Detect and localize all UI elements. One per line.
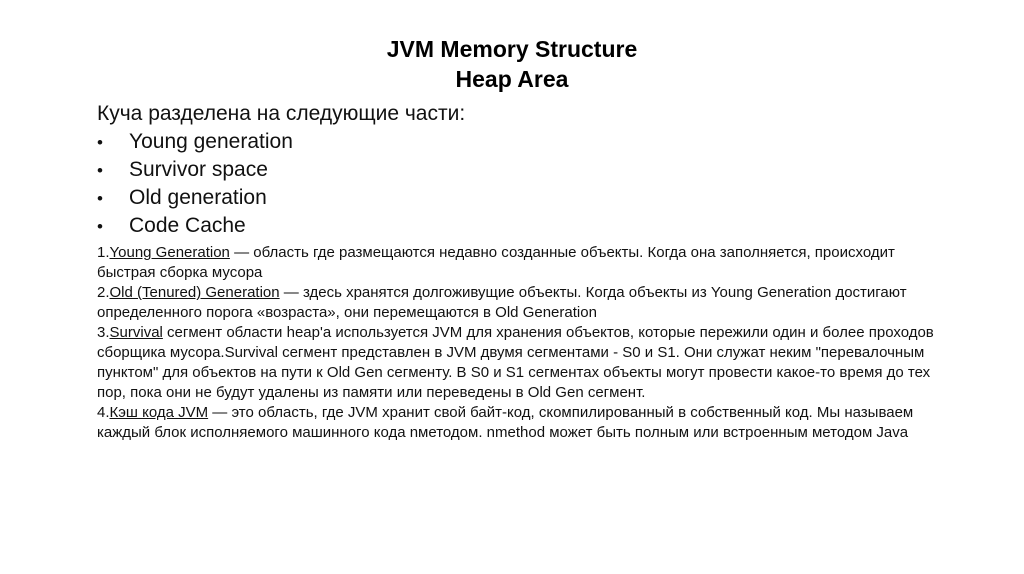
paragraph-number: 4. bbox=[97, 404, 110, 421]
bullet-list bbox=[97, 128, 957, 240]
title-line-2: Heap Area bbox=[455, 66, 569, 92]
young-generation-term: Young Generation bbox=[109, 244, 230, 261]
bullet-label: Code Cache bbox=[129, 214, 246, 237]
paragraph-survival bbox=[97, 323, 957, 403]
bullet-item bbox=[97, 184, 957, 212]
bullet-icon: • bbox=[97, 161, 103, 180]
intro-text: Куча разделена на следующие части: bbox=[97, 102, 466, 125]
bullet-item bbox=[97, 212, 957, 240]
bullet-label: Survivor space bbox=[129, 158, 268, 181]
paragraph-text: — область где размещаются недавно созданные объекты. Когда она заполняется, происходит быстрая сборка мусора bbox=[97, 244, 895, 281]
bullet-label: Young generation bbox=[129, 130, 293, 153]
paragraph-text: сегмент области heap'a используется JVM для хранения объектов, которые пережили один и более проходов сборщика мусора.Survival сегмент представлен в JVM двумя сегментами - S0 и S1. Они служат неким "перевалочным пунктом" для объектов на пути к Old Gen сегменту. В S0 и S1 сегментах объекты могут провести какое-то время до тех пор, пока они не будут удалены из памяти или переведены в Old Gen сегмент. bbox=[97, 324, 934, 401]
old-generation-term: Old (Tenured) Generation bbox=[109, 284, 280, 301]
title-line-1: JVM Memory Structure bbox=[386, 36, 638, 62]
bullet-label: Old generation bbox=[129, 186, 267, 209]
bullet-icon: • bbox=[97, 189, 103, 208]
bullet-icon: • bbox=[97, 133, 103, 152]
slide-content bbox=[97, 100, 957, 443]
slide-title bbox=[0, 34, 1024, 94]
paragraph-old-generation bbox=[97, 283, 957, 323]
survival-term: Survival bbox=[109, 324, 163, 341]
code-cache-term: Кэш кода JVM bbox=[109, 404, 209, 421]
paragraph-number: 3. bbox=[97, 324, 110, 341]
bullet-item bbox=[97, 128, 957, 156]
bullet-item bbox=[97, 156, 957, 184]
description-paragraphs bbox=[97, 243, 957, 443]
paragraph-code-cache bbox=[97, 403, 957, 443]
paragraph-number: 1. bbox=[97, 244, 110, 261]
bullet-icon: • bbox=[97, 217, 103, 236]
paragraph-text: — здесь хранятся долгоживущие объекты. Когда объекты из Young Generation достигают определенного порога «возраста», они перемещаются в Old Generation bbox=[97, 284, 907, 321]
paragraph-number: 2. bbox=[97, 284, 110, 301]
paragraph-text: — это область, где JVM хранит свой байт-код, скомпилированный в собственный код. Мы называем каждый блок исполняемого машинного кода nметодом. nmethod может быть полным или встроенным методом Java bbox=[97, 404, 914, 441]
paragraph-young-generation bbox=[97, 243, 957, 283]
